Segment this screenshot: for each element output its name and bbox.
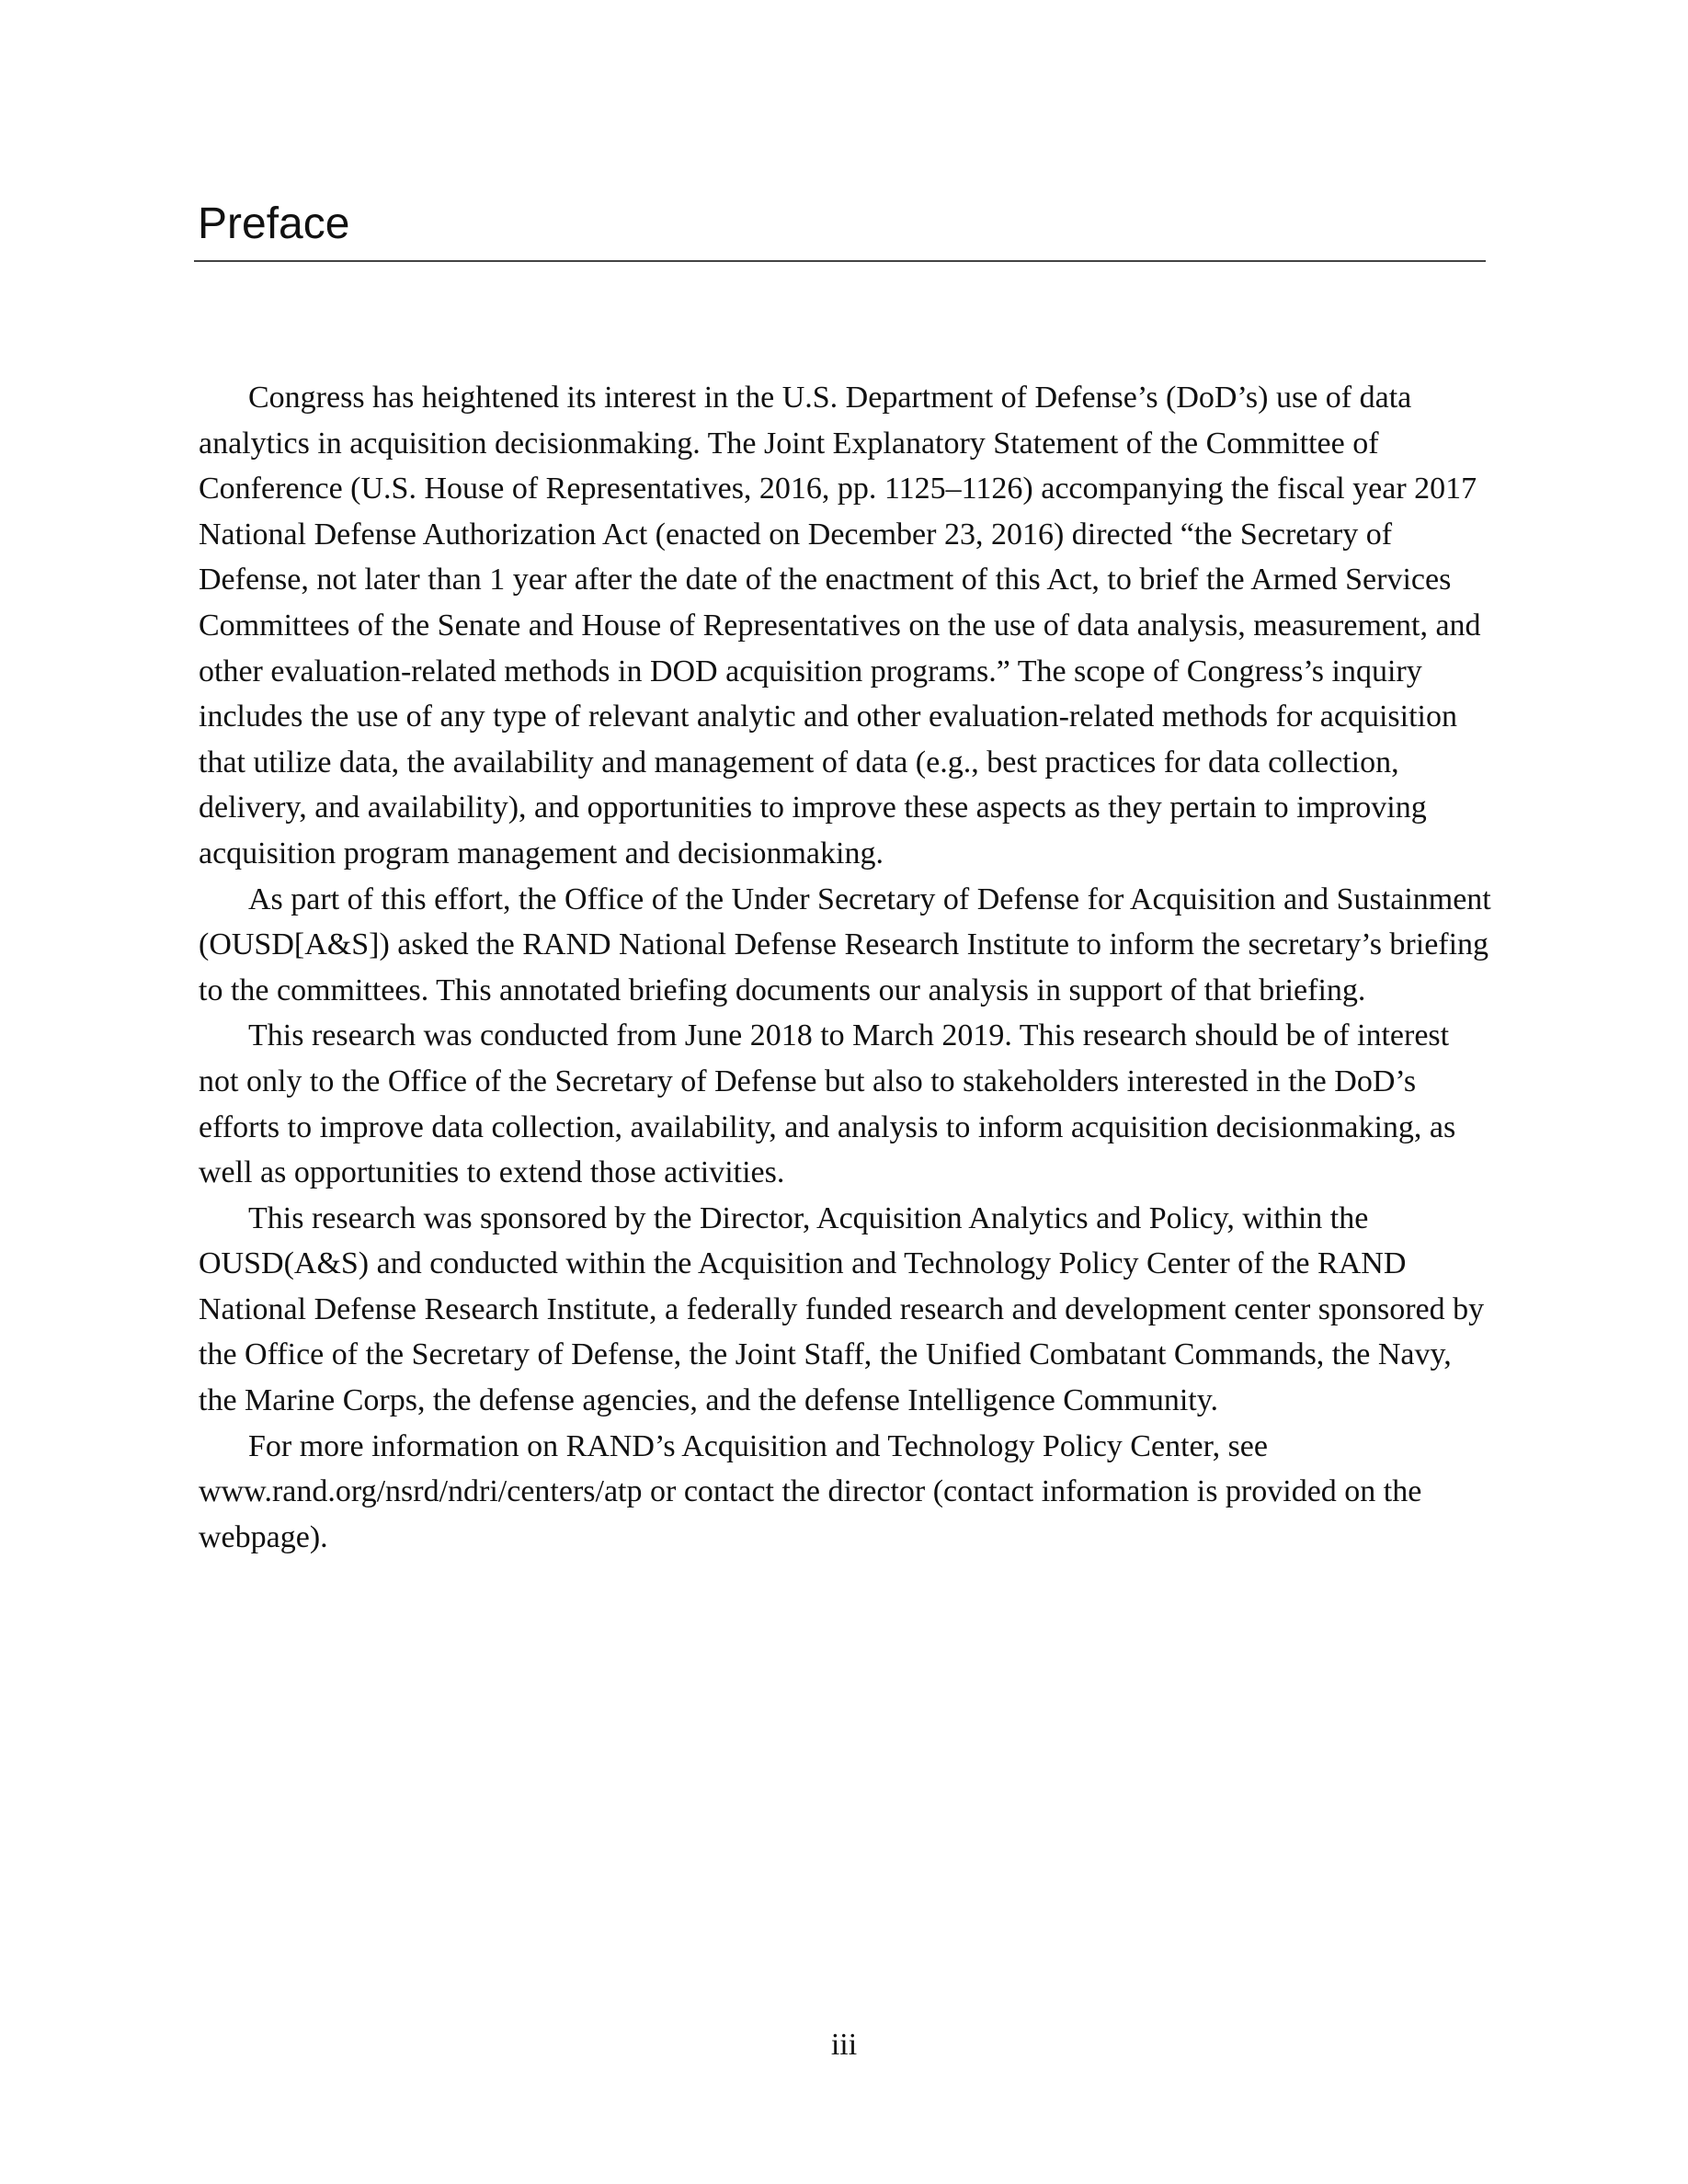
page-number: iii — [830, 2028, 858, 2062]
paragraph-more-information: For more information on RAND’s Acquisition and Technology Policy Center, see www.rand.org/nsrd/ndri/centers/atp or contact the director (contact information is provided on the webpage). — [199, 1428, 1422, 1554]
paragraph-research-period: This research was conducted from June 2018 to March 2019. This research should be of interest not only to the Office of the Secretary of Defense but also to stakeholders interested in the DoD’s efforts to improve data collection, availability, and analysis to inform acquisition decisionmaking, as well as opportunities to extend those activities. — [199, 1018, 1456, 1190]
body-text — [199, 375, 1495, 1560]
paragraph-congress-interest: Congress has heightened its interest in the U.S. Department of Defense’s (DoD’s) use of data analytics in acquisition decisionmaking. The Joint Explanatory Statement of the Committee of Conference (U.S. House of Representatives, 2016, pp. 1125–1126) accompanying the fiscal year 2017 National Defense Authorization Act (enacted on December 23, 2016) directed “the Secretary of Defense, not later than 1 year after the date of the enactment of this Act, to brief the Armed Services Committees of the Senate and House of Representatives on the use of data analysis, measurement, and other evaluation-related methods in DOD acquisition programs.” The scope of Congress’s inquiry includes the use of any type of relevant analytic and other evaluation-related methods for acquisition that utilize data, the availability and management of data (e.g., best practices for data collection, delivery, and availability), and opportunities to improve these aspects as they pertain to improving acquisition program management and decisionmaking. — [199, 381, 1481, 870]
paragraph-sponsorship: This research was sponsored by the Director, Acquisition Analytics and Policy, within the OUSD(A&S) and conducted within the Acquisition and Technology Policy Center of the RAND National Defense Research Institute, a federally funded research and development center sponsored by the Office of the Secretary of Defense, the Joint Staff, the Unified Combatant Commands, the Navy, the Marine Corps, the defense agencies, and the defense Intelligence Community. — [199, 1200, 1485, 1418]
heading-rule — [194, 260, 1486, 262]
paragraph-ousd-request: As part of this effort, the Office of the Under Secretary of Defense for Acquisition and Sustainment (OUSD[A&S]) asked the RAND National Defense Research Institute to inform the secretary’s briefing to the committees. This annotated briefing documents our analysis in support of that briefing. — [199, 882, 1491, 1007]
page-title: Preface — [198, 199, 350, 248]
